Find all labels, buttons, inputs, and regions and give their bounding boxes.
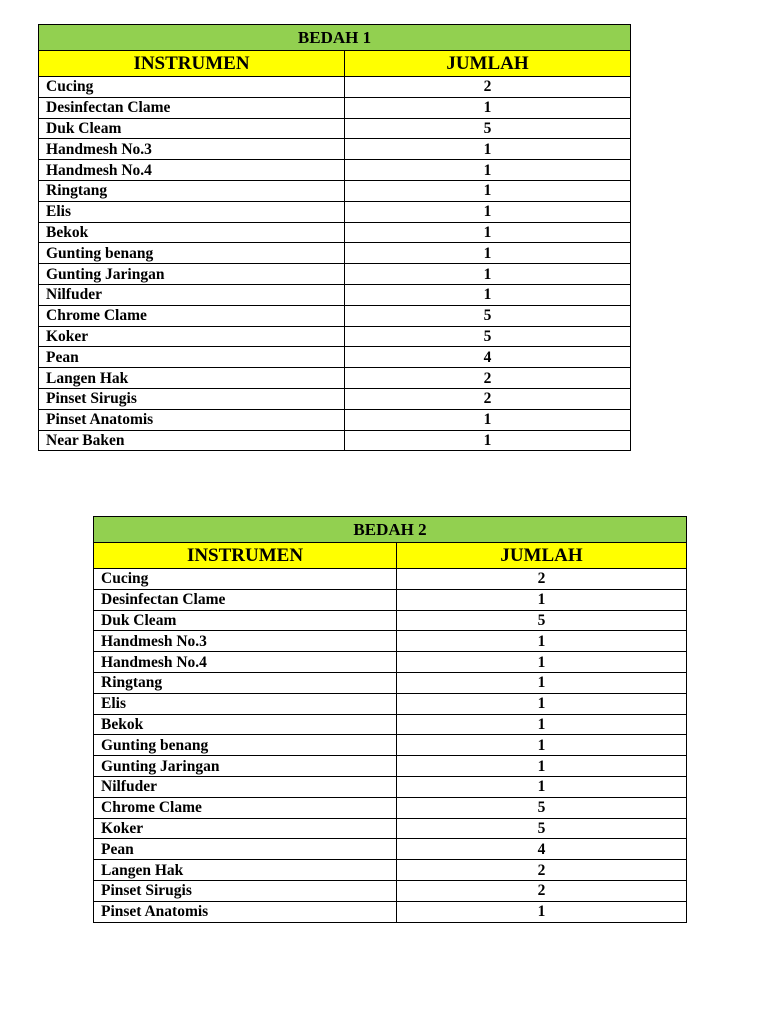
instrument-name-cell: Gunting benang xyxy=(94,735,397,756)
instrument-name-cell: Chrome Clame xyxy=(94,797,397,818)
quantity-cell: 1 xyxy=(397,631,687,652)
table-row xyxy=(39,243,631,264)
table-row xyxy=(39,430,631,451)
quantity-cell: 1 xyxy=(345,180,631,201)
instrument-name-cell: Gunting benang xyxy=(39,243,345,264)
instrument-name-cell: Koker xyxy=(94,818,397,839)
instrument-name-cell: Pinset Sirugis xyxy=(39,388,345,409)
quantity-cell: 2 xyxy=(397,880,687,901)
quantity-cell: 5 xyxy=(397,797,687,818)
instrument-name-cell: Cucing xyxy=(94,569,397,590)
instrument-name-cell: Pean xyxy=(39,347,345,368)
instrument-name-cell: Cucing xyxy=(39,77,345,98)
instrument-name-cell: Handmesh No.3 xyxy=(94,631,397,652)
instrument-name-cell: Nilfuder xyxy=(94,776,397,797)
quantity-cell: 1 xyxy=(345,160,631,181)
quantity-cell: 2 xyxy=(397,860,687,881)
quantity-cell: 4 xyxy=(397,839,687,860)
quantity-cell: 1 xyxy=(397,672,687,693)
column-header-instrumen: INSTRUMEN xyxy=(39,51,345,77)
instrument-name-cell: Pinset Anatomis xyxy=(94,901,397,922)
instrument-name-cell: Ringtang xyxy=(94,672,397,693)
table-row xyxy=(39,368,631,389)
table-row xyxy=(94,672,687,693)
table-row xyxy=(39,77,631,98)
table-row xyxy=(94,569,687,590)
table-row xyxy=(39,139,631,160)
quantity-cell: 1 xyxy=(345,409,631,430)
quantity-cell: 5 xyxy=(345,118,631,139)
instrument-name-cell: Koker xyxy=(39,326,345,347)
quantity-cell: 1 xyxy=(397,652,687,673)
instrument-name-cell: Ringtang xyxy=(39,180,345,201)
instrument-name-cell: Duk Cleam xyxy=(94,610,397,631)
table-row xyxy=(94,693,687,714)
table-row xyxy=(94,714,687,735)
instrument-name-cell: Elis xyxy=(39,201,345,222)
instrument-name-cell: Desinfectan Clame xyxy=(94,589,397,610)
instrument-table-bedah-1 xyxy=(38,24,631,451)
table-row xyxy=(39,264,631,285)
column-header-jumlah: JUMLAH xyxy=(397,543,687,569)
instrument-name-cell: Pinset Sirugis xyxy=(94,880,397,901)
instrument-name-cell: Gunting Jaringan xyxy=(94,756,397,777)
quantity-cell: 1 xyxy=(397,693,687,714)
table-title-row xyxy=(39,25,631,51)
table-row xyxy=(39,347,631,368)
table-row xyxy=(39,97,631,118)
table-row xyxy=(39,409,631,430)
instrument-name-cell: Langen Hak xyxy=(39,368,345,389)
table-row xyxy=(94,652,687,673)
table-row xyxy=(94,797,687,818)
instrument-name-cell: Elis xyxy=(94,693,397,714)
column-header-jumlah: JUMLAH xyxy=(345,51,631,77)
table-row xyxy=(39,180,631,201)
quantity-cell: 1 xyxy=(345,243,631,264)
table-row xyxy=(94,735,687,756)
quantity-cell: 1 xyxy=(345,264,631,285)
table-row xyxy=(39,388,631,409)
table-row xyxy=(39,284,631,305)
quantity-cell: 1 xyxy=(345,97,631,118)
quantity-cell: 5 xyxy=(397,610,687,631)
instrument-name-cell: Chrome Clame xyxy=(39,305,345,326)
quantity-cell: 1 xyxy=(345,284,631,305)
table-body xyxy=(94,569,687,923)
table-title: BEDAH 1 xyxy=(39,25,631,51)
quantity-cell: 1 xyxy=(345,430,631,451)
table-row xyxy=(94,839,687,860)
quantity-cell: 2 xyxy=(345,368,631,389)
table-title: BEDAH 2 xyxy=(94,517,687,543)
instrument-name-cell: Handmesh No.4 xyxy=(39,160,345,181)
quantity-cell: 5 xyxy=(345,305,631,326)
instrument-name-cell: Nilfuder xyxy=(39,284,345,305)
quantity-cell: 2 xyxy=(345,77,631,98)
quantity-cell: 1 xyxy=(345,139,631,160)
table-row xyxy=(94,756,687,777)
table-row xyxy=(39,118,631,139)
quantity-cell: 1 xyxy=(397,776,687,797)
quantity-cell: 1 xyxy=(397,735,687,756)
quantity-cell: 1 xyxy=(397,901,687,922)
instrument-name-cell: Langen Hak xyxy=(94,860,397,881)
instrument-name-cell: Handmesh No.4 xyxy=(94,652,397,673)
table-row xyxy=(39,160,631,181)
table-title-row xyxy=(94,517,687,543)
quantity-cell: 1 xyxy=(397,589,687,610)
quantity-cell: 1 xyxy=(345,201,631,222)
table-row xyxy=(39,201,631,222)
quantity-cell: 5 xyxy=(397,818,687,839)
instrument-name-cell: Desinfectan Clame xyxy=(39,97,345,118)
quantity-cell: 2 xyxy=(345,388,631,409)
instrument-name-cell: Gunting Jaringan xyxy=(39,264,345,285)
table-row xyxy=(94,880,687,901)
table-row xyxy=(94,901,687,922)
table-row xyxy=(39,222,631,243)
table-row xyxy=(94,610,687,631)
table-row xyxy=(94,631,687,652)
table-row xyxy=(94,860,687,881)
quantity-cell: 1 xyxy=(345,222,631,243)
table-row xyxy=(94,776,687,797)
table-row xyxy=(39,305,631,326)
instrument-name-cell: Bekok xyxy=(94,714,397,735)
table-row xyxy=(94,818,687,839)
quantity-cell: 1 xyxy=(397,756,687,777)
quantity-cell: 1 xyxy=(397,714,687,735)
instrument-name-cell: Near Baken xyxy=(39,430,345,451)
instrument-name-cell: Bekok xyxy=(39,222,345,243)
instrument-name-cell: Pean xyxy=(94,839,397,860)
table-row xyxy=(94,589,687,610)
instrument-name-cell: Handmesh No.3 xyxy=(39,139,345,160)
quantity-cell: 5 xyxy=(345,326,631,347)
instrument-table-bedah-2 xyxy=(93,516,687,923)
quantity-cell: 4 xyxy=(345,347,631,368)
quantity-cell: 2 xyxy=(397,569,687,590)
instrument-name-cell: Pinset Anatomis xyxy=(39,409,345,430)
table-body xyxy=(39,77,631,451)
column-header-row xyxy=(39,51,631,77)
table-row xyxy=(39,326,631,347)
column-header-instrumen: INSTRUMEN xyxy=(94,543,397,569)
column-header-row xyxy=(94,543,687,569)
instrument-name-cell: Duk Cleam xyxy=(39,118,345,139)
